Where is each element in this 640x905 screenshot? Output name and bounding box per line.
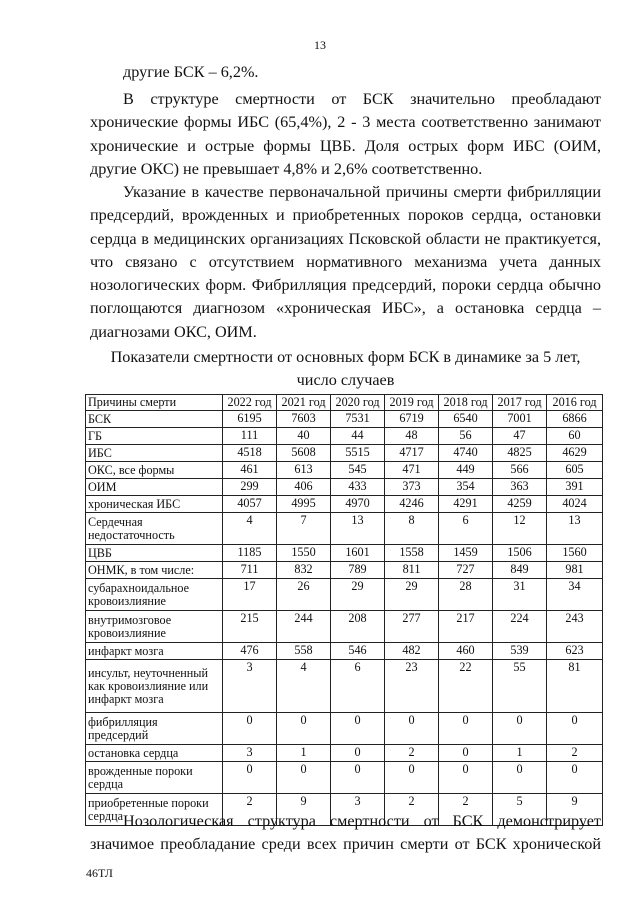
value-cell: 277 <box>385 611 439 643</box>
value-cell: 623 <box>547 643 603 660</box>
value-cell: 6540 <box>439 411 493 428</box>
value-cell: 2 <box>439 794 493 826</box>
value-cell: 3 <box>223 745 277 762</box>
value-cell: 471 <box>385 462 439 479</box>
value-cell: 3 <box>331 794 385 826</box>
value-cell: 6719 <box>385 411 439 428</box>
value-cell: 12 <box>493 513 547 545</box>
value-cell: 29 <box>331 579 385 611</box>
value-cell: 4 <box>223 513 277 545</box>
text-line: нозологических форм. Фибрилляция предсердий, пороки сердца обычно <box>90 276 601 295</box>
table-caption: Показатели смертности от основных форм БСК в динамике за 5 лет, <box>110 348 581 366</box>
value-cell: 5608 <box>277 445 331 462</box>
value-cell: 23 <box>385 660 439 713</box>
value-cell: 13 <box>331 513 385 545</box>
value-cell: 9 <box>277 794 331 826</box>
value-cell: 4740 <box>439 445 493 462</box>
value-cell: 8 <box>385 513 439 545</box>
cause-cell: фибрилляция предсердий <box>86 713 223 745</box>
table-row <box>86 545 603 562</box>
value-cell: 449 <box>439 462 493 479</box>
table-row <box>86 643 603 660</box>
value-cell: 55 <box>493 660 547 713</box>
table-row <box>86 479 603 496</box>
cause-cell: ОНМК, в том числе: <box>86 562 223 579</box>
value-cell: 13 <box>547 513 603 545</box>
value-cell: 0 <box>331 762 385 794</box>
header-year: 2022 год <box>223 395 277 411</box>
value-cell: 0 <box>385 713 439 745</box>
table-row <box>86 713 603 745</box>
value-cell: 1 <box>277 745 331 762</box>
value-cell: 832 <box>277 562 331 579</box>
cause-cell: ИБС <box>86 445 223 462</box>
text-line: сердца в медицинских организациях Псковской области не практикуется, <box>90 229 601 248</box>
header-year: 2019 год <box>385 395 439 411</box>
value-cell: 6 <box>331 660 385 713</box>
value-cell: 811 <box>385 562 439 579</box>
value-cell: 391 <box>547 479 603 496</box>
value-cell: 224 <box>493 611 547 643</box>
value-cell: 849 <box>493 562 547 579</box>
value-cell: 6195 <box>223 411 277 428</box>
value-cell: 2 <box>223 794 277 826</box>
value-cell: 7 <box>277 513 331 545</box>
value-cell: 476 <box>223 643 277 660</box>
value-cell: 7531 <box>331 411 385 428</box>
value-cell: 4629 <box>547 445 603 462</box>
value-cell: 1601 <box>331 545 385 562</box>
value-cell: 354 <box>439 479 493 496</box>
value-cell: 1560 <box>547 545 603 562</box>
value-cell: 558 <box>277 643 331 660</box>
value-cell: 81 <box>547 660 603 713</box>
value-cell: 482 <box>385 643 439 660</box>
value-cell: 4291 <box>439 496 493 513</box>
value-cell: 0 <box>277 762 331 794</box>
header-year: 2016 год <box>547 395 603 411</box>
value-cell: 111 <box>223 428 277 445</box>
value-cell: 3 <box>223 660 277 713</box>
table-row <box>86 745 603 762</box>
value-cell: 1558 <box>385 545 439 562</box>
value-cell: 29 <box>385 579 439 611</box>
text-line: значимое преобладание среди всех причин смерти от БСК хронической <box>90 835 601 854</box>
table-row <box>86 611 603 643</box>
text-line: другие ОКС) не превышает 4,8% и 2,6% соответственно. <box>90 159 483 178</box>
value-cell: 7001 <box>493 411 547 428</box>
page-number: 13 <box>314 38 326 52</box>
footer-code: 46ТЛ <box>86 866 113 880</box>
value-cell: 4057 <box>223 496 277 513</box>
value-cell: 34 <box>547 579 603 611</box>
value-cell: 460 <box>439 643 493 660</box>
table-row <box>86 445 603 462</box>
table-row <box>86 579 603 611</box>
value-cell: 26 <box>277 579 331 611</box>
header-year: 2021 год <box>277 395 331 411</box>
value-cell: 711 <box>223 562 277 579</box>
value-cell: 28 <box>439 579 493 611</box>
value-cell: 4024 <box>547 496 603 513</box>
value-cell: 5515 <box>331 445 385 462</box>
table-row <box>86 496 603 513</box>
cause-cell: ОКС, все формы <box>86 462 223 479</box>
text-line: что связано с отсутствием нормативного механизма учета данных <box>90 252 601 271</box>
value-cell: 243 <box>547 611 603 643</box>
value-cell: 539 <box>493 643 547 660</box>
value-cell: 47 <box>493 428 547 445</box>
value-cell: 0 <box>331 713 385 745</box>
value-cell: 0 <box>439 713 493 745</box>
cause-cell: инфаркт мозга <box>86 643 223 660</box>
table-row <box>86 762 603 794</box>
value-cell: 208 <box>331 611 385 643</box>
value-cell: 48 <box>385 428 439 445</box>
header-year: 2017 год <box>493 395 547 411</box>
text-line: Нозологическая структура смертности от БСК демонстрирует <box>123 812 601 830</box>
mortality-table <box>85 394 603 826</box>
value-cell: 1506 <box>493 545 547 562</box>
value-cell: 44 <box>331 428 385 445</box>
cause-cell: субарахноидальное кровоизлияние <box>86 579 223 611</box>
value-cell: 4995 <box>277 496 331 513</box>
value-cell: 0 <box>547 713 603 745</box>
value-cell: 0 <box>385 762 439 794</box>
value-cell: 217 <box>439 611 493 643</box>
value-cell: 0 <box>331 745 385 762</box>
value-cell: 56 <box>439 428 493 445</box>
table-row <box>86 411 603 428</box>
value-cell: 299 <box>223 479 277 496</box>
cause-cell: Сердечная недостаточность <box>86 513 223 545</box>
cause-cell: врожденные пороки сердца <box>86 762 223 794</box>
cause-cell: хроническая ИБС <box>86 496 223 513</box>
text-line: поглощаются диагнозом «хроническая ИБС», а остановка сердца – <box>90 299 601 318</box>
value-cell: 1 <box>493 745 547 762</box>
value-cell: 1185 <box>223 545 277 562</box>
cause-cell: ОИМ <box>86 479 223 496</box>
text-line: хронические и острые формы ЦВБ. Доля острых форм ИБС (ОИМ, <box>90 136 601 155</box>
value-cell: 0 <box>223 762 277 794</box>
text-line: другие БСК – 6,2%. <box>123 63 259 81</box>
paragraph-1 <box>123 61 601 84</box>
header-cause: Причины смерти <box>86 395 223 411</box>
value-cell: 6 <box>439 513 493 545</box>
value-cell: 17 <box>223 579 277 611</box>
value-cell: 373 <box>385 479 439 496</box>
value-cell: 4246 <box>385 496 439 513</box>
table-header-row <box>86 395 603 411</box>
cause-cell: инсульт, неуточненный как кровоизлияние или инфаркт мозга <box>86 660 223 713</box>
value-cell: 0 <box>439 745 493 762</box>
value-cell: 566 <box>493 462 547 479</box>
value-cell: 40 <box>277 428 331 445</box>
value-cell: 2 <box>385 794 439 826</box>
header-year: 2020 год <box>331 395 385 411</box>
value-cell: 4825 <box>493 445 547 462</box>
value-cell: 4717 <box>385 445 439 462</box>
text-line: предсердий, врожденных и приобретенных пороков сердца, остановки <box>90 206 601 225</box>
value-cell: 9 <box>547 794 603 826</box>
value-cell: 433 <box>331 479 385 496</box>
cause-cell: БСК <box>86 411 223 428</box>
value-cell: 4970 <box>331 496 385 513</box>
value-cell: 0 <box>439 762 493 794</box>
table-row <box>86 562 603 579</box>
cause-cell: ЦВБ <box>86 545 223 562</box>
value-cell: 6866 <box>547 411 603 428</box>
value-cell: 0 <box>547 762 603 794</box>
value-cell: 7603 <box>277 411 331 428</box>
text-line: диагнозами ОКС, ОИМ. <box>90 322 257 341</box>
value-cell: 1459 <box>439 545 493 562</box>
value-cell: 60 <box>547 428 603 445</box>
value-cell: 546 <box>331 643 385 660</box>
value-cell: 2 <box>385 745 439 762</box>
table-row <box>86 462 603 479</box>
value-cell: 0 <box>493 762 547 794</box>
cause-cell: внутримозговое кровоизлияние <box>86 611 223 643</box>
table-body <box>86 411 603 826</box>
value-cell: 0 <box>493 713 547 745</box>
text-line: хронические формы ИБС (65,4%), 2 - 3 места соответственно занимают <box>90 113 601 132</box>
value-cell: 0 <box>277 713 331 745</box>
closing-paragraph <box>90 810 601 857</box>
value-cell: 789 <box>331 562 385 579</box>
header-year: 2018 год <box>439 395 493 411</box>
value-cell: 981 <box>547 562 603 579</box>
table-caption-units: число случаев <box>296 371 395 389</box>
value-cell: 406 <box>277 479 331 496</box>
text-line: В структуре смертности от БСК значительно преобладают <box>123 90 601 108</box>
cause-cell: приобретенные пороки сердца <box>86 794 223 826</box>
value-cell: 0 <box>223 713 277 745</box>
value-cell: 727 <box>439 562 493 579</box>
value-cell: 613 <box>277 462 331 479</box>
cause-cell: ГБ <box>86 428 223 445</box>
paragraph-2 <box>90 88 601 181</box>
paragraph-3 <box>90 181 601 344</box>
value-cell: 22 <box>439 660 493 713</box>
text-line: Указание в качестве первоначальной причины смерти фибрилляции <box>123 183 601 201</box>
table-row <box>86 660 603 713</box>
table-row <box>86 428 603 445</box>
value-cell: 4 <box>277 660 331 713</box>
value-cell: 2 <box>547 745 603 762</box>
value-cell: 545 <box>331 462 385 479</box>
value-cell: 4259 <box>493 496 547 513</box>
value-cell: 5 <box>493 794 547 826</box>
value-cell: 244 <box>277 611 331 643</box>
value-cell: 363 <box>493 479 547 496</box>
value-cell: 31 <box>493 579 547 611</box>
value-cell: 461 <box>223 462 277 479</box>
table-row <box>86 513 603 545</box>
value-cell: 4518 <box>223 445 277 462</box>
cause-cell: остановка сердца <box>86 745 223 762</box>
value-cell: 605 <box>547 462 603 479</box>
value-cell: 215 <box>223 611 277 643</box>
value-cell: 1550 <box>277 545 331 562</box>
